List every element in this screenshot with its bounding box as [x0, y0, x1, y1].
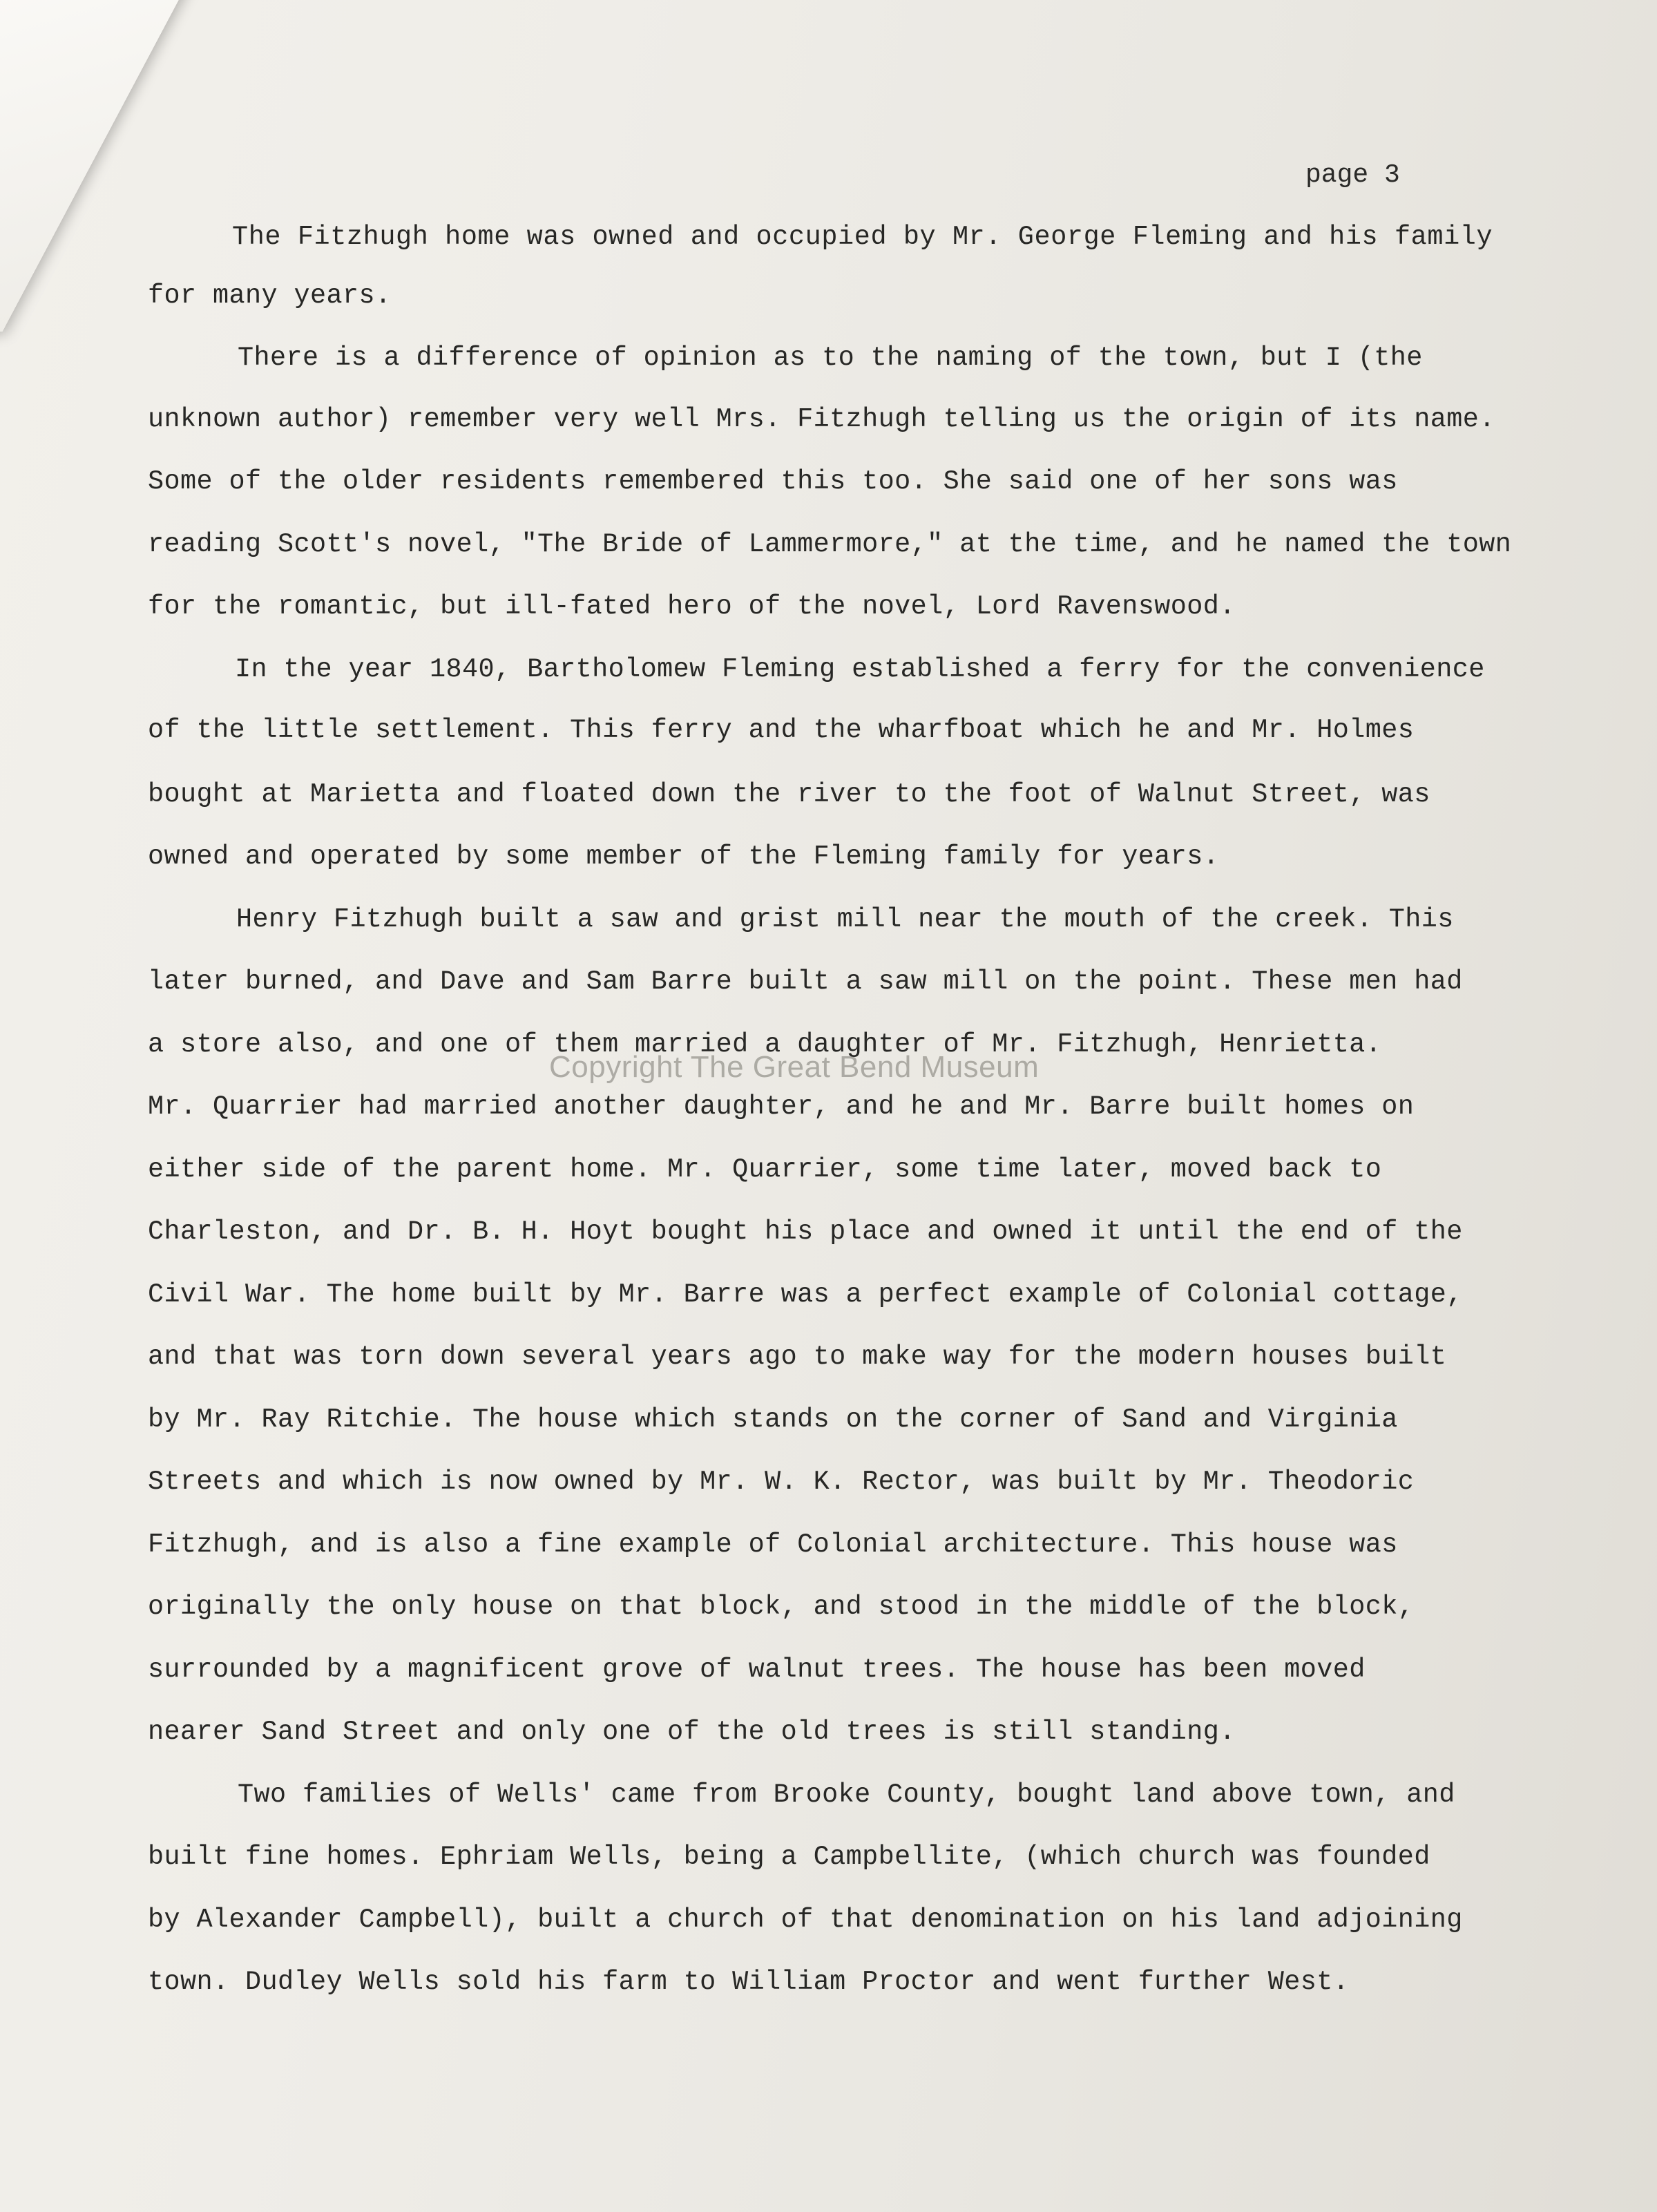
text-line: Two families of Wells' came from Brooke County, bought land above town, and	[238, 1779, 1455, 1810]
page-number: page 3	[1305, 160, 1400, 190]
text-line: nearer Sand Street and only one of the old trees is still standing.	[148, 1717, 1236, 1747]
text-line: town. Dudley Wells sold his farm to William Proctor and went further West.	[148, 1967, 1350, 1997]
text-line: Mr. Quarrier had married another daughter, and he and Mr. Barre built homes on	[148, 1091, 1415, 1122]
text-line: bought at Marietta and floated down the river to the foot of Walnut Street, was	[148, 779, 1430, 810]
text-line: a store also, and one of them married a daughter of Mr. Fitzhugh, Henrietta.	[148, 1029, 1382, 1060]
typewritten-body	[148, 204, 1605, 2015]
text-line: reading Scott's novel, "The Bride of Lammermore," at the time, and he named the town	[148, 528, 1512, 560]
text-line: Fitzhugh, and is also a fine example of Colonial architecture. This house was	[148, 1529, 1398, 1560]
text-line: Charleston, and Dr. B. H. Hoyt bought his place and owned it until the end of the	[148, 1217, 1463, 1247]
text-line: Some of the older residents remembered this too. She said one of her sons was	[148, 466, 1398, 497]
text-line: for many years.	[148, 280, 392, 311]
copyright-watermark: Copyright The Great Bend Museum	[549, 1050, 1040, 1084]
text-line: by Mr. Ray Ritchie. The house which stands on the corner of Sand and Virginia	[148, 1404, 1398, 1435]
text-line: by Alexander Campbell), built a church of that denomination on his land adjoining	[148, 1904, 1463, 1935]
text-line: and that was torn down several years ago to make way for the modern houses built	[148, 1342, 1447, 1372]
text-line: originally the only house on that block, and stood in the middle of the block,	[148, 1592, 1415, 1622]
text-line: Henry Fitzhugh built a saw and grist mill near the mouth of the creek. This	[236, 904, 1454, 935]
text-line: The Fitzhugh home was owned and occupied by Mr. George Fleming and his family	[232, 222, 1493, 252]
text-line: In the year 1840, Bartholomew Fleming established a ferry for the convenience	[235, 654, 1485, 685]
text-line: Streets and which is now owned by Mr. W. K. Rector, was built by Mr. Theodoric	[148, 1467, 1415, 1497]
text-line: either side of the parent home. Mr. Quarrier, some time later, moved back to	[148, 1154, 1382, 1185]
text-line: unknown author) remember very well Mrs. Fitzhugh telling us the origin of its name.	[148, 403, 1495, 435]
text-line: of the little settlement. This ferry and the wharfboat which he and Mr. Holmes	[148, 715, 1415, 745]
text-line: Civil War. The home built by Mr. Barre was a perfect example of Colonial cottage,	[148, 1279, 1463, 1310]
text-line: for the romantic, but ill-fated hero of the novel, Lord Ravenswood.	[148, 591, 1236, 622]
text-line: later burned, and Dave and Sam Barre built a saw mill on the point. These men had	[148, 966, 1463, 997]
text-line: built fine homes. Ephriam Wells, being a Campbellite, (which church was founded	[148, 1842, 1430, 1872]
text-line: surrounded by a magnificent grove of walnut trees. The house has been moved	[148, 1654, 1366, 1685]
text-line: There is a difference of opinion as to the naming of the town, but I (the	[238, 343, 1423, 373]
text-line: owned and operated by some member of the Fleming family for years.	[148, 841, 1220, 872]
corner-fragment-text	[0, 0, 12, 162]
